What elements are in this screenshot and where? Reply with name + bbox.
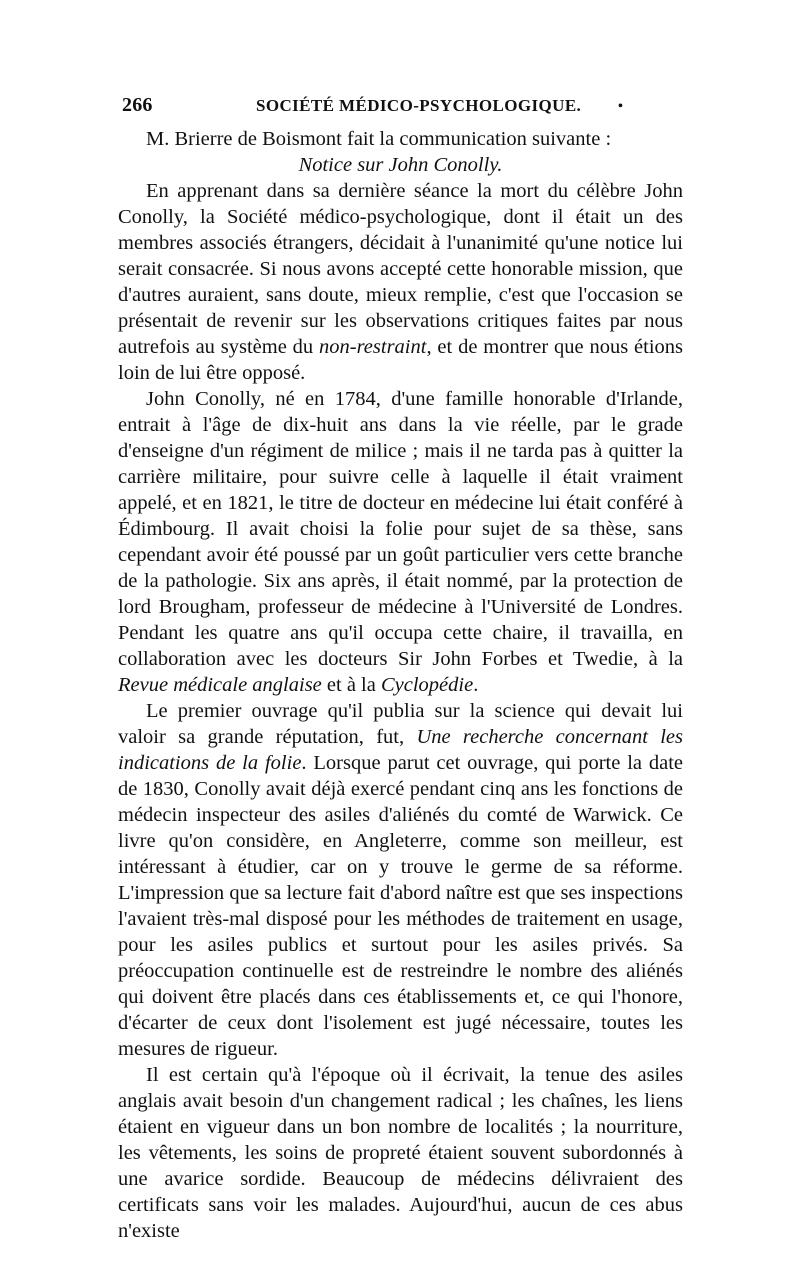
paragraph-4: Il est certain qu'à l'époque où il écrivait, la tenue des asiles anglais avait besoin d'un changement radical ; les chaînes, les liens étaient en vigueur dans un bon nombre de localités ; la nourriture, les vêtements, les soins de propreté étaient souvent subordonnés à une avarice sordide. Beaucoup de médecins délivraient des certificats sans voir les malades. Aujourd'hui, aucun de ces abus n'existe — [118, 1064, 683, 1242]
paragraph-3-text-b: . Lorsque parut cet ouvrage, qui porte la date de 1830, Conolly avait déjà exercé pendant cinq ans les fonctions de médecin inspecteur des asiles d'aliénés du comté de Warwick. Ce livre qu'on considère, en Angleterre, comme son meilleur, est intéressant à étudier, car on y trouve le germe de sa réforme. L'impression que sa lecture fait d'abord naître est que ses inspections l'avaient très-mal disposé pour les méthodes de traitement en usage, pour les asiles publics et surtout pour les asiles privés. Sa préoccupation continuelle est de restreindre le nombre des aliénés qui doivent être placés dans ces établissements et, ce qui l'honore, d'écarter de ceux dont l'isolement est jugé nécessaire, toutes les mesures de rigueur. — [118, 752, 684, 1060]
paragraph-2-text-b: et à la — [321, 674, 381, 696]
paragraph-3-text-a: Le premier ouvrage qu'il publia sur la science qui devait lui valoir sa grande réputation, fut, — [118, 700, 683, 748]
paragraph-2-emphasis-2: Cyclopédie — [380, 674, 474, 696]
paragraph-2-emphasis-1: Revue médicale anglaise — [118, 674, 322, 696]
paragraph-1-emphasis: non-restraint — [319, 336, 427, 358]
paragraph-3-emphasis: Une recherche concernant les indications de la folie — [118, 726, 683, 774]
book-page — [118, 92, 684, 1242]
ornament-dot: • — [618, 99, 624, 114]
page-header — [118, 92, 683, 120]
paragraph-3 — [118, 698, 683, 1062]
running-head: SOCIÉTÉ MÉDICO-PSYCHOLOGIQUE. — [256, 96, 582, 115]
paragraph-1-text-b: , et de montrer que nous étions loin de lui être opposé. — [118, 336, 683, 384]
paragraph-1 — [118, 178, 683, 386]
paragraph-2-text-a: John Conolly, né en 1784, d'une famille honorable d'Irlande, entrait à l'âge de dix-huit ans dans la vie réelle, par le grade d'enseigne d'un régiment de milice ; mais il ne tarda pas à quitter la carrière militaire, pour suivre celle à laquelle il était vraiment appelé, et en 1821, le titre de docteur en médecine lui était conféré à Édimbourg. Il avait choisi la folie pour sujet de sa thèse, sans cependant avoir été poussé par un goût particulier vers cette branche de la pathologie. Six ans après, il était nommé, par la protection de lord Brougham, professeur de médecine à l'Université de Londres. Pendant les quatre ans qu'il occupa cette chaire, il travailla, en collaboration avec les docteurs Sir John Forbes et Twedie, à la — [118, 388, 683, 670]
paragraph-2-text-c: . — [473, 674, 479, 696]
notice-title: Notice sur John Conolly. — [298, 154, 503, 176]
paragraph-1-text-a: En apprenant dans sa dernière séance la mort du célèbre John Conolly, la Société médico-psychologique, dont il était un des membres associés étrangers, décidait à l'unanimité qu'une notice lui serait consacrée. Si nous avons accepté cette honorable mission, que d'autres auraient, sans doute, mieux remplie, c'est que l'occasion se présentait de revenir sur les observations critiques faites par nous autrefois au système du — [118, 180, 683, 358]
page-number: 266 — [122, 94, 153, 116]
paragraph-2 — [118, 386, 683, 698]
intro-paragraph: M. Brierre de Boismont fait la communication suivante : — [146, 128, 612, 150]
